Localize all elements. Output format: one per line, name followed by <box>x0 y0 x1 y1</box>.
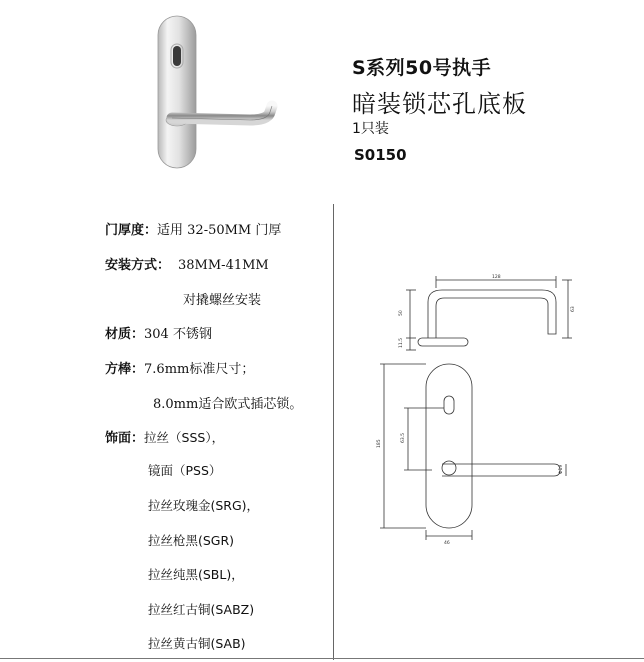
spec-label: 门厚度： <box>105 223 158 238</box>
dim-plate-width: 46 <box>444 541 450 546</box>
finish-option: 拉丝（SSS）， <box>144 430 225 445</box>
dim-handle-projection: 50 <box>399 310 404 316</box>
dim-handle-length: 128 <box>492 275 501 280</box>
spec-label: 材质： <box>105 327 145 342</box>
column-divider <box>333 204 334 660</box>
spec-door-thickness <box>105 219 281 238</box>
spec-label: 方棒： <box>105 362 145 377</box>
product-name: 暗装锁芯孔底板 <box>352 90 527 118</box>
dim-total-height: 63 <box>571 306 576 312</box>
finish-option: 拉丝纯黑(SBL)， <box>148 567 244 582</box>
spec-value: 304 不锈钢 <box>144 327 212 342</box>
technical-drawing <box>372 268 644 548</box>
spec-spindle-note: 8.0mm适合欧式插芯锁。 <box>153 397 303 412</box>
spec-spindle <box>105 358 254 377</box>
spec-finish <box>105 427 224 446</box>
finish-option: 拉丝黄古铜(SAB) <box>148 636 246 651</box>
packaging-info: 1只装 <box>352 121 389 137</box>
finish-option: 镜面（PSS） <box>148 463 222 478</box>
spec-value: 适用 32-50MM 门厚 <box>157 223 282 238</box>
dim-plate-thickness: 11.5 <box>399 337 404 348</box>
dim-plate-height: 185 <box>377 439 382 448</box>
product-photo <box>150 12 290 172</box>
model-code: S0150 <box>354 146 407 164</box>
finish-option: 拉丝玫瑰金(SRG)， <box>148 498 260 513</box>
bottom-rule <box>0 658 644 659</box>
finish-option: 拉丝红古铜(SABZ) <box>148 602 255 617</box>
product-series: S系列50号执手 <box>352 57 492 79</box>
finish-option: 拉丝枪黑(SGR) <box>148 533 235 548</box>
spec-value: 38MM-41MM <box>178 258 269 273</box>
drawing-lines <box>380 276 572 540</box>
spec-installation <box>105 254 269 273</box>
dim-grip-diameter: Φ19 <box>559 464 564 474</box>
spec-label: 饰面： <box>105 431 145 446</box>
spec-label: 安装方式： <box>105 258 171 273</box>
spec-installation-note: 对撬螺丝安装 <box>183 293 262 308</box>
dim-keyhole-to-handle: 63.5 <box>401 432 406 443</box>
spec-value: 7.6mm标准尺寸； <box>144 362 255 377</box>
spec-material <box>105 323 212 342</box>
